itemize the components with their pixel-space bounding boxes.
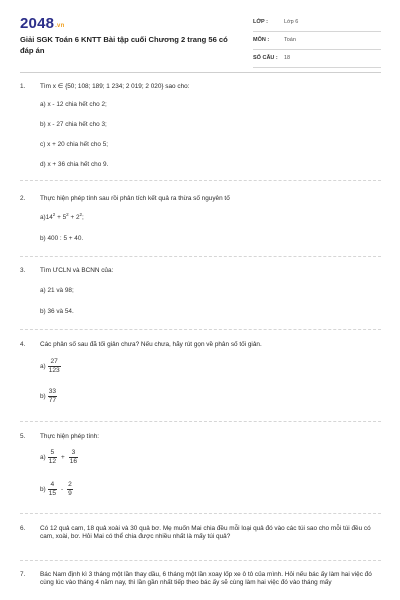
operator: + [61, 454, 65, 461]
fraction-denominator: 12 [48, 458, 57, 465]
fraction-denominator: 15 [48, 490, 57, 497]
meta-key: LỚP : [253, 19, 268, 25]
question-divider [20, 513, 381, 514]
fraction-numerator: 5 [50, 449, 55, 456]
meta-row-count [253, 51, 381, 68]
fraction [69, 449, 78, 466]
question-number: 6. [20, 525, 26, 532]
question-text: Thực hiện phép tính: [40, 433, 99, 440]
question-number: 7. [20, 571, 26, 578]
question-1-item-b: b) x - 27 chia hết cho 3; [40, 121, 107, 128]
fraction-denominator: 9 [68, 490, 72, 497]
meta-value: Toán [284, 37, 296, 43]
question-number: 3. [20, 267, 26, 274]
fraction-denominator: 16 [69, 458, 78, 465]
meta-key: MÔN : [253, 37, 270, 43]
fraction [67, 481, 73, 498]
power-exponent: 2 [66, 212, 69, 217]
fraction [48, 358, 61, 375]
question-number: 5. [20, 433, 26, 440]
item-prefix: b) [40, 393, 46, 400]
power-base: 14 [45, 214, 53, 221]
item-prefix: a) [40, 363, 46, 370]
question-1-item-c: c) x + 20 chia hết cho 5; [40, 141, 109, 148]
question-text: Có 12 quả cam, 18 quả xoài và 30 quả bơ. Mẹ muốn Mai chia đều mỗi loại quả đó vào các túi sao cho mỗi túi đều có cam, xoài, bơ. Hỏi Mai có thể chia được nhiều nhất là mấy túi quả? [40, 525, 371, 540]
expression-part: + 5 [55, 214, 67, 221]
fraction-denominator: 77 [48, 397, 57, 404]
logo-domain: .vn [55, 23, 65, 29]
item-prefix: a) [40, 214, 46, 221]
item-prefix: a) [40, 454, 46, 461]
header-divider [20, 72, 381, 73]
question-divider [20, 560, 381, 561]
question-text: Tìm x ∈ {50; 108; 189; 1 234; 2 019; 2 020} sao cho: [40, 83, 190, 90]
question-4-item-a [40, 358, 63, 375]
question-divider [20, 256, 381, 257]
question-1-item-d: d) x + 36 chia hết cho 9. [40, 161, 109, 168]
meta-value: Lớp 6 [284, 19, 299, 25]
question-5-item-b [40, 481, 75, 498]
question-3-item-a: a) 21 và 98; [40, 287, 74, 294]
question-3-item-b: b) 36 và 54. [40, 308, 74, 315]
expression-part: + 2 [68, 214, 80, 221]
power-exponent: 2 [79, 212, 83, 217]
question-divider [20, 180, 381, 181]
meta-row-subject [253, 33, 381, 50]
question-2-item-a [40, 214, 84, 222]
fraction [48, 449, 57, 466]
fraction-numerator: 27 [50, 358, 58, 365]
question-2-item-b: b) 400 : 5 + 40. [40, 235, 84, 242]
question-divider [20, 329, 381, 330]
logo-number: 2048 [20, 15, 55, 32]
question-text: Các phân số sau đã tối giản chưa? Nếu chưa, hãy rút gọn về phân số tối giản. [40, 341, 262, 348]
fraction-numerator: 2 [68, 481, 72, 488]
item-prefix: b) [40, 486, 46, 493]
fraction [48, 388, 57, 405]
question-number: 4. [20, 341, 26, 348]
meta-row-class [253, 15, 381, 32]
question-5-item-a [40, 449, 80, 466]
power-exponent: 2 [52, 212, 56, 217]
meta-table [253, 15, 381, 69]
fraction [48, 481, 57, 498]
fraction-numerator: 4 [50, 481, 55, 488]
fraction-numerator: 33 [48, 388, 57, 395]
question-1-item-a: a) x - 12 chia hết cho 2; [40, 101, 107, 108]
meta-value: 18 [284, 55, 291, 61]
question-text: Thực hiện phép tính sau rồi phân tích kết quả ra thừa số nguyên tố [40, 195, 230, 202]
question-number: 2. [20, 195, 26, 202]
meta-key: SỐ CÂU : [253, 55, 278, 61]
site-logo[interactable] [20, 15, 64, 32]
page-title: Giải SGK Toán 6 KNTT Bài tập cuối Chương 2 trang 56 có đáp án [20, 35, 228, 55]
fraction-numerator: 3 [71, 449, 76, 456]
operator: - [61, 486, 64, 493]
expression-part: ; [82, 214, 84, 221]
question-divider [20, 421, 381, 422]
question-text: Bác Nam định kì 3 tháng một lần thay dầu, 6 tháng một lần xoay lốp xe ô tô của mình. Hỏi nếu bác ấy làm hai việc đó cùng lúc vào tháng 4 năm nay, thì lần gần nhất tiếp theo bác ấy sẽ cùng làm hai việc đó vào tháng mấy [40, 571, 372, 586]
fraction-denominator: 123 [48, 367, 60, 374]
question-text: Tìm ƯCLN và BCNN của: [40, 267, 114, 274]
question-number: 1. [20, 83, 26, 90]
question-4-item-b [40, 388, 59, 405]
